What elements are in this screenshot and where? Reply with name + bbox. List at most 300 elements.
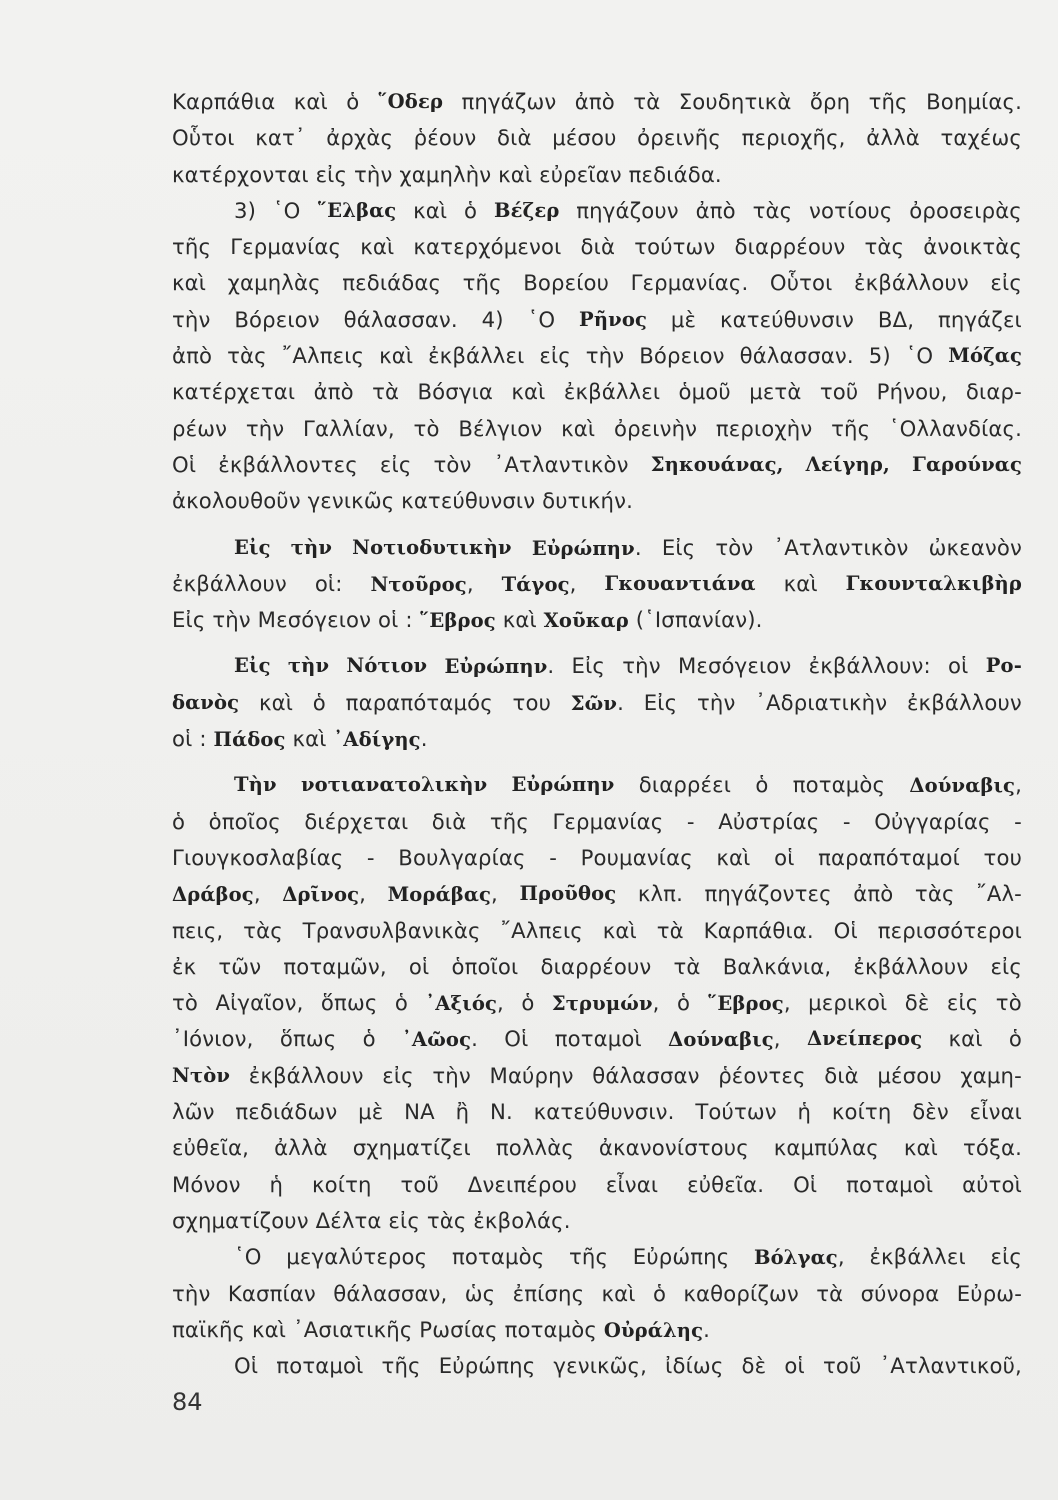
word: σχηματίζει <box>352 1135 471 1161</box>
word: ὁ <box>521 990 535 1016</box>
word: γενικῶς, <box>553 1353 648 1379</box>
text-line <box>172 566 1022 602</box>
word: πηγάζει <box>937 306 1022 332</box>
text-line <box>172 1203 1022 1239</box>
word: Οὐγγαρίας <box>874 808 991 834</box>
word: τὴν <box>172 1280 211 1306</box>
word: , <box>253 881 261 907</box>
word: ὁ <box>755 772 769 798</box>
word: Βουλγαρίας <box>398 844 526 870</box>
word: ἐκβάλλουν <box>172 570 287 596</box>
word: μερικοὶ <box>808 990 888 1016</box>
text-run: σχηματίζουν Δέλτα εἰς τὰς ἐκβολάς. <box>172 1207 571 1233</box>
word: τὸ <box>995 990 1022 1016</box>
word: τῆς <box>172 234 212 260</box>
word: ἀκανονίστους <box>598 1135 749 1161</box>
word: , <box>652 990 660 1016</box>
word: ἐκβάλλουν <box>248 1062 364 1088</box>
word: καὶ <box>601 1280 636 1306</box>
text-run: Εἰς τὴν Μεσόγειον οἱ : <box>172 607 420 633</box>
word: , <box>569 570 577 596</box>
text-line <box>172 1348 1022 1384</box>
word: Βόρειον <box>234 306 320 332</box>
word: ῎Αλπεις <box>281 343 365 369</box>
text-run: (῾Ισπανίαν). <box>628 607 763 633</box>
word: ῾Ο <box>527 306 556 332</box>
text-run: κατέρχονται εἰς τὴν χαμηλὴν καὶ εὐρεῖαν πεδιάδα. <box>172 161 722 187</box>
word: κοίτη <box>831 1099 892 1125</box>
word: - <box>366 844 375 870</box>
word: τόξα. <box>962 1135 1022 1161</box>
word: Καρπάθια <box>172 89 276 114</box>
text-line <box>172 302 1022 338</box>
word: ποταμὸς <box>792 772 886 798</box>
word: ταχέως <box>940 125 1022 151</box>
word: παραπόταμοί <box>818 844 960 870</box>
word: Γερμανίας. <box>630 270 749 296</box>
word: ῞Οδερ <box>377 90 444 113</box>
word: ἀπὸ <box>574 89 615 114</box>
word: ἀπὸ <box>853 881 894 907</box>
word: Βόσγια <box>417 379 494 405</box>
word: ὁποῖος <box>208 808 281 834</box>
text-line <box>172 804 1022 840</box>
text-line <box>172 120 1022 156</box>
word: Οὗτοι <box>172 125 235 151</box>
word: οἱ <box>314 570 336 596</box>
word: τὰς <box>914 881 955 907</box>
word: τὸν <box>715 534 754 560</box>
text-line <box>172 530 1022 566</box>
word: ΒΔ, <box>877 306 915 332</box>
word: Δνειπέρου <box>467 1171 577 1197</box>
word: τὰ <box>673 953 701 979</box>
word: ποταμοὶ <box>276 1353 364 1379</box>
word: Γκουνταλκιβὴρ <box>845 571 1022 595</box>
word: πηγάζουν <box>576 197 679 223</box>
word: εἰς <box>990 270 1022 296</box>
word: καὶ <box>948 1026 983 1052</box>
word: μὲ <box>358 1099 384 1125</box>
word: ὠκεανὸν <box>928 534 1022 560</box>
text-line <box>172 949 1022 985</box>
word: ἐκβάλλουν <box>853 953 969 979</box>
word <box>502 566 577 602</box>
word: - <box>549 844 558 870</box>
word: τὴν <box>245 415 285 441</box>
word: . <box>634 534 642 560</box>
word: ᾽Αδριατικὴν <box>755 689 888 715</box>
word: ὁμοῦ <box>678 379 731 405</box>
word: ἀπὸ <box>172 343 213 369</box>
word: παραπόταμός <box>345 689 493 715</box>
word: ἐκβάλλει <box>428 343 525 369</box>
word: καὶ <box>172 270 207 296</box>
word: οἱ <box>784 1353 805 1379</box>
word: ὁ <box>346 89 360 114</box>
text-line <box>172 265 1022 301</box>
word: ὅπως <box>320 990 378 1016</box>
word: Γκουαντιάνα <box>604 571 756 595</box>
word: ποταμοὶ <box>554 1026 642 1052</box>
text-run: παϊκῆς καὶ ᾽Ασιατικῆς Ρωσίας ποταμὸς <box>172 1316 604 1342</box>
word: καὶ <box>903 1135 938 1161</box>
word: καὶ <box>602 917 637 943</box>
text-line <box>172 1058 1022 1094</box>
word: Οἱ <box>234 1353 259 1379</box>
word: Γαρούνας <box>912 452 1022 476</box>
word: ὁ <box>1008 1026 1022 1052</box>
word <box>172 876 261 912</box>
word: τοῦ <box>819 379 859 405</box>
word: ἀλλὰ <box>866 125 920 151</box>
page-number: 84 <box>172 1388 203 1416</box>
word: 4) <box>481 306 504 332</box>
word <box>388 876 498 912</box>
word: διαρρέουν <box>540 953 652 979</box>
word: Εὐρώπης <box>632 1244 730 1270</box>
text-line <box>172 1276 1022 1312</box>
word: ῎Αλ- <box>976 881 1022 907</box>
word: μέσου <box>552 125 617 151</box>
word: ῾Ο <box>272 197 301 223</box>
word: Μοράβας <box>387 883 492 907</box>
word: Οἱ <box>504 1026 529 1052</box>
word: Βόλγας <box>754 1246 838 1270</box>
word: Βοημίας. <box>926 89 1022 114</box>
word: διὰ <box>497 125 532 151</box>
word: ὀρεινὴν <box>613 415 698 441</box>
word: μὲ <box>670 306 697 332</box>
word: κατεύθυνσιν. <box>533 1099 675 1125</box>
word: πεδιάδας <box>342 270 442 296</box>
word: εἰς <box>382 1062 414 1088</box>
word: Βορείου <box>523 270 610 296</box>
word: τούτων <box>634 234 716 260</box>
text-line <box>172 985 1022 1021</box>
word <box>552 985 660 1021</box>
text-line <box>172 767 1022 803</box>
word: τῶν <box>218 953 262 979</box>
bold-term: Χοῦκαρ <box>543 609 629 633</box>
word: ῞Εβρος <box>707 992 784 1016</box>
word: ἀνοικτὰς <box>923 234 1022 260</box>
word: , <box>491 881 498 907</box>
word <box>571 685 624 721</box>
word: εἶναι <box>969 1099 1022 1125</box>
word: τὰς <box>864 234 905 260</box>
word: ὁ <box>172 808 186 834</box>
word: καὶ <box>360 234 395 260</box>
word: Δράβος <box>172 883 254 907</box>
word: καμπύλας <box>773 1135 879 1161</box>
word: : <box>335 570 343 596</box>
word: τὰ <box>633 89 661 114</box>
word: τὰ <box>656 917 684 943</box>
word <box>444 648 554 684</box>
word: ἐκ <box>172 953 197 979</box>
word: τὴν <box>432 1062 471 1088</box>
word: Στρυμών <box>551 992 653 1016</box>
word: ὀροσειρὰς <box>909 197 1022 223</box>
word <box>315 566 343 602</box>
word: κλπ. <box>637 881 683 907</box>
bold-term: Πάδος <box>213 728 286 752</box>
word: Μόζας <box>948 344 1022 368</box>
word: Εἰς <box>661 534 696 560</box>
word: θάλασσαν <box>592 1062 700 1088</box>
word: Αὐστρίας <box>718 808 820 834</box>
word: πεις, <box>172 917 224 943</box>
word: ῾Ολλανδίας. <box>888 415 1022 441</box>
word: , <box>497 990 504 1016</box>
word: τῆς <box>489 808 529 834</box>
word <box>668 1021 781 1057</box>
word: ποταμὸς <box>451 1244 545 1270</box>
word: ποταμοὶ <box>846 1171 934 1197</box>
text-line <box>172 685 1022 721</box>
word: τῆς <box>868 89 908 114</box>
word: ὁ <box>464 197 478 223</box>
text-run: ἀκολουθοῦν γενικῶς κατεύθυνσιν δυτικήν. <box>172 488 633 514</box>
word: θάλασσαν. <box>739 343 854 369</box>
word: ῾Ο <box>234 1244 262 1270</box>
word: Εἰς <box>234 654 271 678</box>
word: Τάγος <box>501 572 570 596</box>
word: τὸ <box>413 415 440 441</box>
word: τὰς <box>227 343 267 369</box>
word: Τὴν <box>234 773 277 797</box>
word: τὰς <box>752 197 793 223</box>
text-line <box>172 1094 1022 1130</box>
word: ποταμῶν, <box>283 953 387 979</box>
word: τὸ <box>172 990 199 1016</box>
word: - <box>686 808 695 834</box>
word: μετὰ <box>749 379 802 405</box>
text-run: καὶ <box>495 607 544 633</box>
word: ῎Αλπεις <box>500 917 583 943</box>
word: Μεσόγειον <box>677 653 792 679</box>
word: ᾽Αῶος <box>402 1028 472 1052</box>
text-line <box>172 913 1022 949</box>
word: καὶ <box>379 343 414 369</box>
word: ἀπὸ <box>313 379 354 405</box>
word: ἀπὸ <box>695 197 736 223</box>
word: οἱ <box>408 953 430 979</box>
word: πολλὰς <box>495 1135 574 1161</box>
word: ὡς <box>464 1280 496 1306</box>
word: κατερχόμενοι <box>413 234 562 260</box>
word: ἐκβάλλουν <box>906 689 1022 715</box>
word: νοτίους <box>809 197 893 223</box>
word: ἰδίως <box>665 1353 724 1379</box>
word: κατεύθυνσιν <box>719 306 855 332</box>
word: Ν. <box>489 1099 513 1125</box>
word: Κασπίαν <box>227 1280 316 1306</box>
word: ἡ <box>797 1099 812 1125</box>
word: 5) <box>868 343 891 369</box>
word: Σηκουάνας, <box>650 452 784 476</box>
word: ᾽Ατλαντικοῦ, <box>879 1353 1022 1379</box>
word: Εὐρώπης <box>438 1353 536 1379</box>
word: ὁποῖοι <box>451 953 519 979</box>
word: ΝΑ <box>404 1099 435 1125</box>
word: Γαλλίαν, <box>303 415 395 441</box>
word: του <box>983 844 1022 870</box>
word: Οἱ <box>172 451 197 477</box>
word: Γιουγκοσλαβίας <box>172 844 344 870</box>
word: ὁ <box>652 1280 667 1306</box>
word: περιοχῆς, <box>741 125 846 151</box>
word: Βόρειον <box>639 343 725 369</box>
word: καὶ <box>561 415 596 441</box>
word: Ρουμανίας <box>580 844 693 870</box>
word: ρέων <box>172 415 228 441</box>
word: χαμηλὰς <box>227 270 321 296</box>
word: Ντὸν <box>172 1063 231 1087</box>
word: λῶν <box>172 1099 215 1125</box>
bold-term: ῞Εβρος <box>419 609 496 633</box>
word: , <box>783 990 791 1016</box>
word: πηγάζων <box>461 89 557 114</box>
word <box>370 566 473 602</box>
text-line <box>172 447 1022 483</box>
word: καὶ <box>293 89 328 114</box>
word <box>754 1239 845 1275</box>
word: ἐκβάλλουν <box>853 270 969 296</box>
word: Βέζερ <box>493 198 560 222</box>
word: ἐκβάλλοντες <box>218 451 358 477</box>
word: αὐτοὶ <box>962 1171 1022 1197</box>
word: οἱ <box>948 653 969 679</box>
word: τὴν <box>696 689 736 715</box>
word: τὴν <box>622 653 661 679</box>
word <box>708 985 791 1021</box>
word: περισσότεροι <box>877 917 1022 943</box>
word: δὲν <box>912 1099 949 1125</box>
word: Ρῆνος <box>579 307 648 331</box>
word: Σουδητικὰ <box>678 89 792 114</box>
word: τῆς <box>831 415 871 441</box>
word: Σῶν <box>570 691 618 715</box>
word: μέσου <box>877 1062 942 1088</box>
word: τὴν <box>287 654 330 678</box>
word: . <box>547 653 555 679</box>
word: νοτιανατολικὴν <box>300 773 488 797</box>
text-line <box>172 1239 1022 1275</box>
word <box>282 876 366 912</box>
word: Εὐρώπην <box>531 536 635 560</box>
word: Εὐρω- <box>956 1280 1022 1306</box>
word: του <box>512 689 551 715</box>
word: Εἰς <box>643 689 678 715</box>
bold-term: ᾽Αδίγης <box>333 728 421 752</box>
word: σύνορα <box>860 1280 940 1306</box>
word: διὰ <box>431 808 467 834</box>
text-line <box>172 1021 1022 1057</box>
word: 3) <box>234 197 257 223</box>
word: Ρο- <box>985 654 1022 678</box>
word: καθορίζων <box>683 1280 799 1306</box>
word: εὐθεῖα. <box>687 1171 765 1197</box>
text-line <box>172 84 1022 120</box>
word: Νότιον <box>346 654 428 678</box>
word: ᾽Ατλαντικὸν <box>773 534 909 560</box>
word: Γερμανίας <box>552 808 664 834</box>
word: , <box>466 570 474 596</box>
word: ῞Ελβας <box>317 198 397 222</box>
word: ἐκβάλλει <box>869 1244 966 1270</box>
word: εἰς <box>990 953 1022 979</box>
word: διαρρέει <box>638 772 732 798</box>
word: καὶ <box>716 844 751 870</box>
word: τοῦ <box>822 1353 862 1379</box>
text-line <box>172 483 1022 519</box>
word: τῆς <box>381 1353 421 1379</box>
text-line <box>172 193 1022 229</box>
word: τῆς <box>569 1244 609 1270</box>
word: Δνείπερος <box>806 1027 923 1051</box>
word: περιοχὴν <box>715 415 813 441</box>
word: εἶναι <box>605 1171 659 1197</box>
word: κατ᾽ <box>255 125 306 151</box>
word: Δούναβις <box>668 1028 774 1052</box>
word <box>425 985 504 1021</box>
word: , <box>837 1244 845 1270</box>
word: ᾽Ιόνιον, <box>172 1026 254 1052</box>
word: δανὸς <box>172 690 240 714</box>
text-run: οἱ : <box>172 726 214 752</box>
body-text <box>172 84 1022 1384</box>
word: καὶ <box>511 379 546 405</box>
word: διέρχεται <box>304 808 409 834</box>
word: ἡ <box>269 1171 284 1197</box>
word: - <box>1014 808 1022 834</box>
word: Βέλγιον <box>458 415 543 441</box>
word: Μαύρην <box>489 1062 574 1088</box>
word: διαρ- <box>965 379 1022 405</box>
word: ῥέουν <box>413 125 477 151</box>
word: Καρπάθια. <box>703 917 814 943</box>
word: τὸν <box>433 451 472 477</box>
word: ὄρη <box>809 89 851 114</box>
word: πηγάζοντες <box>704 881 832 907</box>
word: - <box>842 808 851 834</box>
word: θάλασσαν. <box>343 306 458 332</box>
text-line <box>172 229 1022 265</box>
text-line <box>172 602 1022 638</box>
word: . <box>617 689 624 715</box>
word: ἢ <box>455 1099 470 1125</box>
text-line <box>172 374 1022 410</box>
word: τὰς <box>243 917 283 943</box>
word: Εὐρώπην <box>444 655 548 679</box>
word: ᾽Ατλαντικὸν <box>493 451 629 477</box>
word: ὁ <box>394 990 408 1016</box>
word: Αἰγαῖον, <box>215 990 304 1016</box>
word: ῾Ο <box>905 343 934 369</box>
text-line <box>172 1312 1022 1348</box>
word: , <box>1015 772 1022 798</box>
text-line <box>172 338 1022 374</box>
word: Τρανσυλβανικὰς <box>302 917 481 943</box>
word: Οἱ <box>833 917 858 943</box>
word: διαρρέουν <box>734 234 846 260</box>
word: ὀρεινῆς <box>637 125 721 151</box>
word: Προῦθος <box>519 882 617 906</box>
word: τῆς <box>462 270 502 296</box>
word: Εἰς <box>571 653 605 679</box>
